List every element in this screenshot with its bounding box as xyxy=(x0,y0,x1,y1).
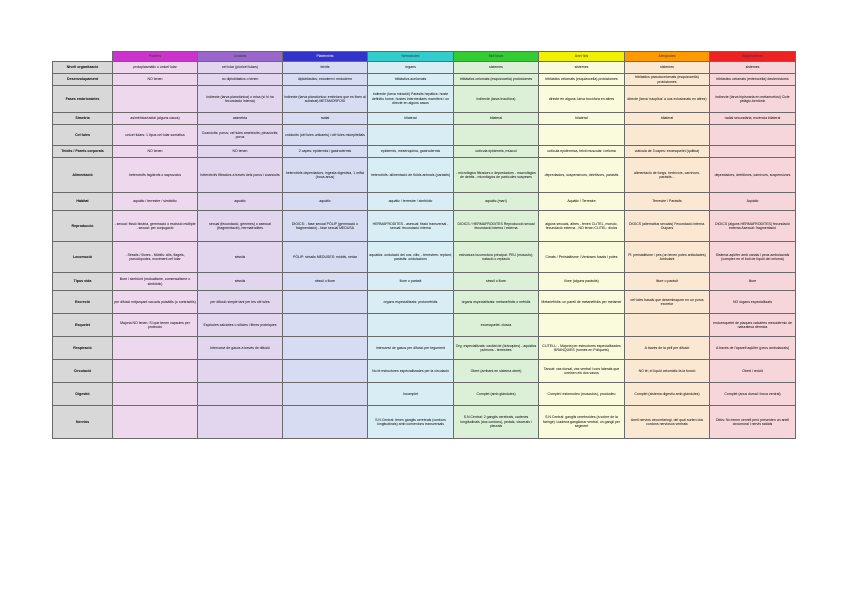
table-cell: Difús: No tenen cervell però presenten un anell circumoral i nervis radials xyxy=(710,406,796,439)
table-cell: diploblàstics; ectoderm i endoderm xyxy=(283,74,368,86)
table-cell: Terrestre / Paràsits xyxy=(625,193,710,211)
table-row xyxy=(53,74,796,86)
table-cell: lliure xyxy=(710,273,796,291)
table-cell: bilateral xyxy=(454,113,539,125)
table-cell: PÒLIP: sèssils MEDUSES: mòbils, nedar xyxy=(283,242,368,273)
row-header: Tipus vida xyxy=(53,273,113,291)
column-header: Equinoderms xyxy=(710,52,796,62)
table-cell xyxy=(539,314,625,337)
column-header: Cnidaris xyxy=(198,52,283,62)
table-cell: heterotròfs depredadors, ingesta digestiva, 1 orifici (boca-anus) xyxy=(283,158,368,193)
table-cell: sèssil o lliure xyxy=(454,273,539,291)
table-cell: DIOICS (alguns HERMAFRODITES) fecundació externa Asexual: fragmentació xyxy=(710,211,796,242)
table-row xyxy=(53,337,796,360)
table-cell: triblàstics celomats (enterocelia) deuteròstoms xyxy=(710,74,796,86)
comparison-table xyxy=(52,51,796,439)
table-cell: triblàstics acelomats xyxy=(368,74,454,86)
table-cell: HERMAFRODITES - asexual: fissió transversal - sexual: fecundació interna xyxy=(368,211,454,242)
table-cell: - microfàgics filtradors o depredadors - macrofàgics de detrits - microfàgics de partícules suspeses xyxy=(454,158,539,193)
table-cell: cutícula epidèrmica, teixit muscular i celoma xyxy=(539,146,625,158)
row-header: Respiració xyxy=(53,337,113,360)
table-row xyxy=(53,314,796,337)
table-cell xyxy=(710,125,796,146)
table-cell: Incomplet xyxy=(368,383,454,406)
table-cell: Sistema aqüífer amb canals i peus ambulacrals (complex en el buit de líquid del celoma) xyxy=(710,242,796,273)
table-cell: heterotròfs: alimentació de fluïds animals (paràsits) xyxy=(368,158,454,193)
row-header: Alimentació xyxy=(53,158,113,193)
table-row xyxy=(53,125,796,146)
table-cell xyxy=(113,337,198,360)
table-cell: Org. especialitzats: cavitat de (brànquies) - aquàtics pulmons - terrestres xyxy=(454,337,539,360)
table-cell: sèssil o lliure xyxy=(283,273,368,291)
table-cell xyxy=(454,125,539,146)
table-cell xyxy=(539,125,625,146)
table-cell xyxy=(113,360,198,383)
column-header: Mol·luscs xyxy=(454,52,539,62)
table-cell xyxy=(283,337,368,360)
row-header: Nerviós xyxy=(53,406,113,439)
table-cell: triblàstics celomats (esquizocelia) protòstomes xyxy=(454,74,539,86)
table-cell: Complet: estomodeu (musculós), proctodeu xyxy=(539,383,625,406)
table-cell: cutícula de 3 capes: exoesquelet (quitina) xyxy=(625,146,710,158)
table-cell: - sexual: fissió binària, gemmació o escissió múltiple - sexual: per conjugació xyxy=(113,211,198,242)
table-cell xyxy=(368,314,454,337)
row-header: Circulació xyxy=(53,360,113,383)
table-row xyxy=(53,360,796,383)
table-cell: directe en alguns; larva trocòfora en altres xyxy=(539,86,625,113)
table-cell: 2 capes: epidermis i gastrodermis xyxy=(283,146,368,158)
column-header: Artròpodes xyxy=(625,52,710,62)
table-cell: òrgans especialitzats: protonefridis xyxy=(368,291,454,314)
table-row xyxy=(53,146,796,158)
table-cell: NO tenen xyxy=(198,146,283,158)
table-cell: triblàstics celomats (esquizocelia) protòstomes xyxy=(539,74,625,86)
table-body xyxy=(53,62,796,439)
table-cell: per difusió mitjançant vacuols pulsàtils (o contràctils) xyxy=(113,291,198,314)
table-cell: lliure o paràsit xyxy=(368,273,454,291)
row-header: Excreció xyxy=(53,291,113,314)
table-cell: alimentació de fongs, herbívors, carnívors, paràsits... xyxy=(625,158,710,193)
table-row xyxy=(53,406,796,439)
table-cell: sistemes xyxy=(625,62,710,74)
table-cell: radial xyxy=(283,113,368,125)
row-header: Teixits / Parets corporals xyxy=(53,146,113,158)
table-cell xyxy=(113,383,198,406)
table-cell: S.N.Central: ganglis cerebroides (a sobre de la faringe) i cadena ganglionar ventral, un gangli per segment xyxy=(539,406,625,439)
row-header: Reproducció xyxy=(53,211,113,242)
table-cell: sistemes xyxy=(454,62,539,74)
table-cell: Pl. peristaltisme / pes (on tenen potes articulades) Ambulant xyxy=(625,242,710,273)
table-cell xyxy=(368,125,454,146)
table-cell: No té estructures especialitzades per la circulació xyxy=(368,360,454,383)
table-cell: Espícules calcàries o silícies i fibres proteiques xyxy=(198,314,283,337)
table-cell: Aquàtic / Terrestre xyxy=(539,193,625,211)
row-header: Locomoció xyxy=(53,242,113,273)
table-cell: A través de la pell per difusió xyxy=(625,337,710,360)
table-cell: Tancat: vas dorsal, vas ventral i cors laterals que uneixen els dos vasos xyxy=(539,360,625,383)
table-cell: lliure o paràsit xyxy=(625,273,710,291)
table-cell: aquàtic xyxy=(198,193,283,211)
table-cell: Obert (arribant en sistema obert) xyxy=(454,360,539,383)
table-cell: NO tenen xyxy=(113,74,198,86)
table-cell: òrgans especialitzats: metanefridis o nefridis xyxy=(454,291,539,314)
table-cell: Anell nerviós circumfaringi, del qual surten dos cordons nerviosos ventrals xyxy=(625,406,710,439)
table-cell: cèl·lules basals que desemboquen en un porus excretor xyxy=(625,291,710,314)
table-cell: depredadors, suspensívors, detritívors, paràsits xyxy=(539,158,625,193)
table-cell: sexual (fecundació, gemmes) o asexual (fragmentació), hermafrodites xyxy=(198,211,283,242)
table-cell: heterotròfs fagòtrofs o saprozoics xyxy=(113,158,198,193)
header-row xyxy=(53,52,796,62)
table-cell xyxy=(625,125,710,146)
table-cell: endoesquelet de plaques calcàries mesodèrmic de naturalesa dèrmica xyxy=(710,314,796,337)
table-cell: protoplasmàtic o unicel·lular xyxy=(113,62,198,74)
row-header: Esquelet xyxy=(53,314,113,337)
table-cell: DIOICS: - fase sexual PÒLIP (gemmació o fragmentació) - fase sexual MEDUSA xyxy=(283,211,368,242)
table-cell: cnidocits (cèl·lules urticants) i cèl·lules mioepitelials xyxy=(283,125,368,146)
table-cell: indirecte (larva planctònica: embrions que es fixen al substrat) METAMORFOSI xyxy=(283,86,368,113)
table-cell xyxy=(198,360,283,383)
row-header: Fases embrionàries xyxy=(53,86,113,113)
table-cell: A través de l'aparell aqüífer (peus ambulacrals) xyxy=(710,337,796,360)
table-cell: aquàtic / terrestre / simbiòtic xyxy=(368,193,454,211)
table-cell: teixits xyxy=(283,62,368,74)
table-row xyxy=(53,62,796,74)
table-row xyxy=(53,86,796,113)
table-cell xyxy=(283,314,368,337)
table-cell: epidermis, mesènquima, gastrodermis xyxy=(368,146,454,158)
table-cell: bilateral xyxy=(368,113,454,125)
table-cell: bilateral xyxy=(625,113,710,125)
table-cell: Obert i reduït xyxy=(710,360,796,383)
table-cell: Intercanvi de gasos a través de difusió xyxy=(198,337,283,360)
row-header: Cel·lules xyxy=(53,125,113,146)
table-cell: Complet (amb glàndules) xyxy=(454,383,539,406)
corner-cell xyxy=(53,52,113,62)
table-cell: Complet (sistema digestiu amb glàndules) xyxy=(625,383,710,406)
row-header: Nivell organització xyxy=(53,62,113,74)
table-cell: aquàtic (marí) xyxy=(454,193,539,211)
table-cell: Complet (anus dorsal i boca ventral) xyxy=(710,383,796,406)
table-cell: indirecte (larva planctònica) o mixa (si hi ha fecundació interna) xyxy=(198,86,283,113)
table-cell: indirecte (larva bipinnaria en metamorfosi) Cicle pelàgic-bentònic xyxy=(710,86,796,113)
table-cell: - Sèssils / lliures - Mòbils: cilis, flagels, pseudòpodes, moviment cel·lular xyxy=(113,242,198,273)
table-cell: per difusió simple tant per les cèl·lules xyxy=(198,291,283,314)
table-cell: CLITELL: - Majoria per estructures especialitzades BRANQUIES (només en Poliquets) xyxy=(539,337,625,360)
table-cell: cutícula epidermis, múscul xyxy=(454,146,539,158)
row-header: Simetria xyxy=(53,113,113,125)
table-row xyxy=(53,113,796,125)
table-cell: aquàtics: ondulació del cos; cilis; - terrestres: reptant; paràsits: ondulacions xyxy=(368,242,454,273)
table-cell xyxy=(113,86,198,113)
table-cell xyxy=(113,406,198,439)
row-header: Digestió xyxy=(53,383,113,406)
table-cell xyxy=(625,314,710,337)
table-row xyxy=(53,242,796,273)
table-cell: estructura locomotora principal: PEU (músculs); natació o reptació xyxy=(454,242,539,273)
table-cell: lliure i simbiont (mutualisme, comensalisme o simbiòtic) xyxy=(113,273,198,291)
table-cell xyxy=(198,383,283,406)
table-cell: DIOICS (alternatius sexuals) Fecundació interna. Ouípars xyxy=(625,211,710,242)
column-header: Anèl·lids xyxy=(539,52,625,62)
table-cell: sistemes xyxy=(710,62,796,74)
table-row xyxy=(53,193,796,211)
table-cell: S.N.Central: 2 ganglis cerebrals, cadenes longitudinals (dos cordons), pedals, viscerals i pleurals xyxy=(454,406,539,439)
table-cell: intercanvi de gasos per difusió per tegument xyxy=(368,337,454,360)
table-cell: DIOICS / HERMAFRODITES Reproducció sexual fecundació interna i externa xyxy=(454,211,539,242)
table-row xyxy=(53,273,796,291)
row-header: Desenvolupament xyxy=(53,74,113,86)
column-header: Platelmints xyxy=(283,52,368,62)
table-cell: indirecte (larva miracidi) Paràsits hepàtics: hoste definitiu home, hostes intermediaris mamífers i un directe en alguns casos xyxy=(368,86,454,113)
row-header: Hàbitat xyxy=(53,193,113,211)
table-cell: unicel·lulars: 1 tipus cel·lular somàtica xyxy=(113,125,198,146)
table-cell: lliure (alguns paràsits) xyxy=(539,273,625,291)
table-cell: aquàtic xyxy=(283,193,368,211)
table-cell: exoesquelet: closca xyxy=(454,314,539,337)
table-cell: NO té; el líquid celomàtic fa la funció xyxy=(625,360,710,383)
table-cell: depredadors, detritívors, carnívors, suspensívors xyxy=(710,158,796,193)
table-cell: S.N.Central: tenen ganglis cerebrals (cordons longitudinals) amb connexions transversals xyxy=(368,406,454,439)
table-cell: NO òrgans especialitzats xyxy=(710,291,796,314)
table-cell: Aquàtic xyxy=(710,193,796,211)
table-cell xyxy=(283,291,368,314)
column-header: Nematodes xyxy=(368,52,454,62)
table-cell: directe (larva 'nauplius' a ous eclosionats en altres) xyxy=(625,86,710,113)
table-cell: Coanòcits: porus; cel·lules amebòcits; pinacòcits; porus xyxy=(198,125,283,146)
table-cell xyxy=(283,360,368,383)
table-cell: indirecte (larva trocòfora) xyxy=(454,86,539,113)
table-row xyxy=(53,158,796,193)
table-cell: Majoria NO tenen. Si que tenen capsules per protecció xyxy=(113,314,198,337)
table-cell: asimètria xyxy=(198,113,283,125)
table-cell xyxy=(198,406,283,439)
table-cell: sèssils xyxy=(198,242,283,273)
column-header: Porífers xyxy=(113,52,198,62)
table-cell: triblàstics pseudocelomats (esquizocelia) protòstomes xyxy=(625,74,710,86)
table-row xyxy=(53,211,796,242)
table-row xyxy=(53,383,796,406)
table-cell: cel·lular (plurlcel·lulars) xyxy=(198,62,283,74)
table-cell: bilateral xyxy=(539,113,625,125)
table-cell: NO tenen xyxy=(113,146,198,158)
table-row xyxy=(53,291,796,314)
table-cell: Cirrats / Peristaltisme i Ventoses fusats i potes xyxy=(539,242,625,273)
table-cell: radial secundària; escència bilateral xyxy=(710,113,796,125)
table-cell: òrgans xyxy=(368,62,454,74)
table-cell: Metanefridis: un parell de metanefridis per metàmer xyxy=(539,291,625,314)
table-cell: aquàtic / terrestre / simbiòtic xyxy=(113,193,198,211)
table-cell: heterotròfs filtradors a través dels porus i coanòcits xyxy=(198,158,283,193)
table-cell: asimètrica/radial (alguns casos) xyxy=(113,113,198,125)
table-cell: sèssils xyxy=(198,273,283,291)
table-cell xyxy=(283,383,368,406)
table-cell: alguns sexuals, altres - tenen CLITEL, monoic, fecundació externa - NO tenen CLITEL: dioics xyxy=(539,211,625,242)
table-cell: no diploblàstics o tenen xyxy=(198,74,283,86)
table-cell xyxy=(283,406,368,439)
table-cell: sistemes xyxy=(539,62,625,74)
table-cell xyxy=(710,146,796,158)
